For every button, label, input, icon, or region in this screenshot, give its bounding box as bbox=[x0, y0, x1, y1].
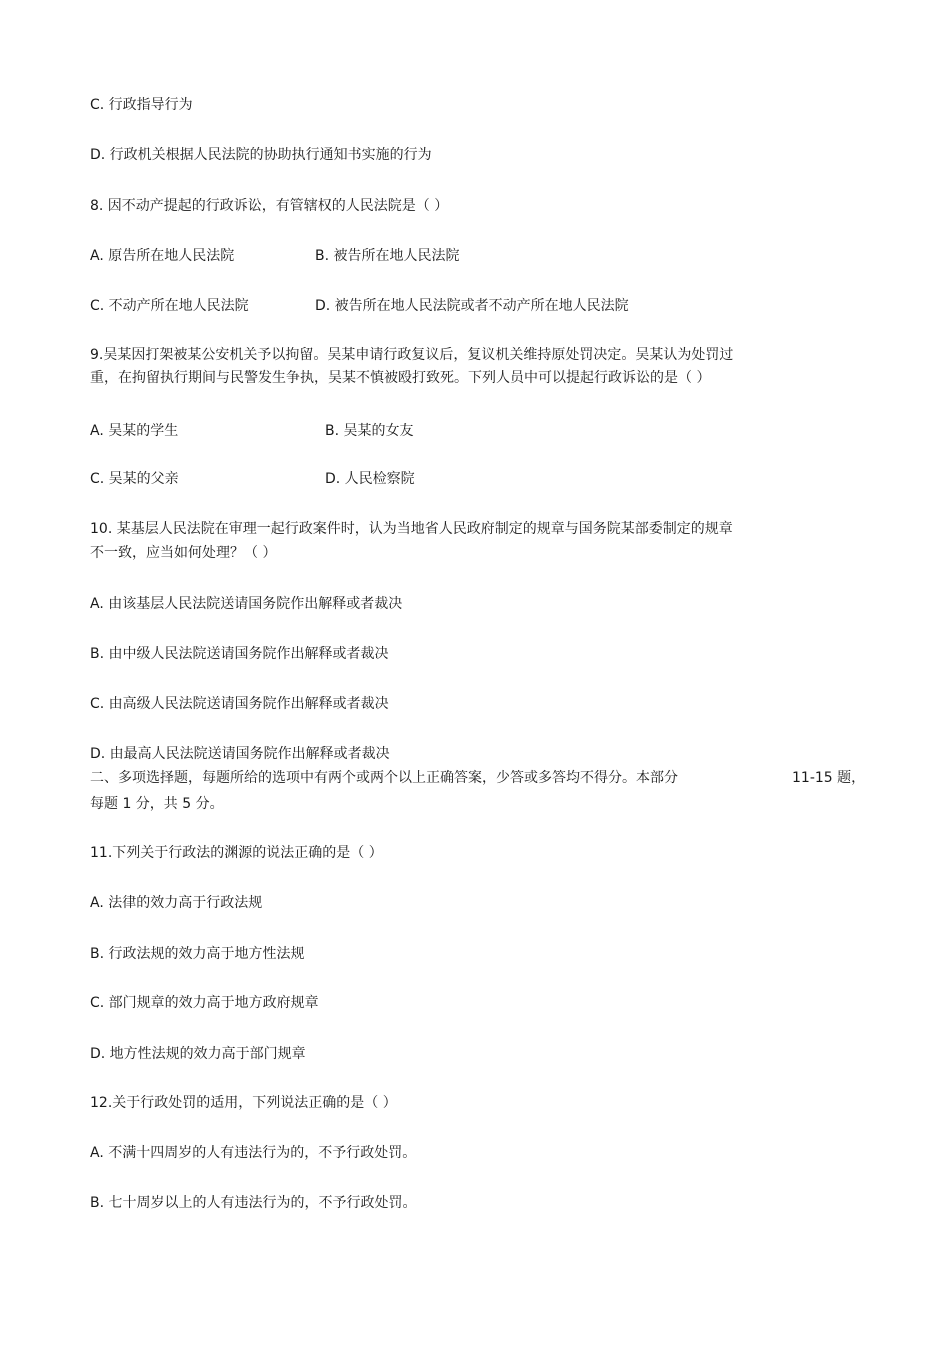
q7-option-c: C. 行政指导行为 bbox=[90, 97, 193, 113]
q10-option-c: C. 由高级人民法院送请国务院作出解释或者裁决 bbox=[90, 696, 389, 712]
q8-stem: 8. 因不动产提起的行政诉讼，有管辖权的人民法院是（ ） bbox=[90, 198, 449, 214]
q8-option-d: D. 被告所在地人民法院或者不动产所在地人民法院 bbox=[315, 298, 629, 314]
q8-option-b: B. 被告所在地人民法院 bbox=[315, 248, 460, 264]
q9-option-a: A. 吴某的学生 bbox=[90, 423, 179, 439]
q9-option-b: B. 吴某的女友 bbox=[325, 423, 414, 439]
q10-option-b: B. 由中级人民法院送请国务院作出解释或者裁决 bbox=[90, 646, 389, 662]
q8-option-c: C. 不动产所在地人民法院 bbox=[90, 298, 249, 314]
q8-option-a: A. 原告所在地人民法院 bbox=[90, 248, 235, 264]
q9-option-d: D. 人民检察院 bbox=[325, 471, 415, 487]
q12-stem: 12.关于行政处罚的适用，下列说法正确的是（ ） bbox=[90, 1095, 397, 1111]
q9-stem-line2: 重，在拘留执行期间与民警发生争执，吴某不慎被殴打致死。下列人员中可以提起行政诉讼的是（ ） bbox=[90, 370, 711, 386]
section2-heading-line2: 每题 1 分，共 5 分。 bbox=[90, 796, 224, 812]
q11-option-c: C. 部门规章的效力高于地方政府规章 bbox=[90, 995, 319, 1011]
q10-option-a: A. 由该基层人民法院送请国务院作出解释或者裁决 bbox=[90, 596, 403, 612]
q11-option-b: B. 行政法规的效力高于地方性法规 bbox=[90, 946, 305, 962]
q9-stem-line1: 9.吴某因打架被某公安机关予以拘留。吴某申请行政复议后，复议机关维持原处罚决定。吴某认为处罚过 bbox=[90, 347, 734, 363]
q10-stem-line2: 不一致，应当如何处理？（ ） bbox=[90, 545, 277, 561]
q12-option-b: B. 七十周岁以上的人有违法行为的，不予行政处罚。 bbox=[90, 1195, 417, 1211]
q7-option-d: D. 行政机关根据人民法院的协助执行通知书实施的行为 bbox=[90, 147, 432, 163]
q9-option-c: C. 吴某的父亲 bbox=[90, 471, 179, 487]
q11-option-d: D. 地方性法规的效力高于部门规章 bbox=[90, 1046, 306, 1062]
q12-option-a: A. 不满十四周岁的人有违法行为的，不予行政处罚。 bbox=[90, 1145, 417, 1161]
q11-stem: 11.下列关于行政法的渊源的说法正确的是（ ） bbox=[90, 845, 383, 861]
section2-heading-line1: 二、多项选择题，每题所给的选项中有两个或两个以上正确答案，少答或多答均不得分。本部分 bbox=[90, 770, 678, 786]
section2-heading-range: 11-15 题， bbox=[792, 770, 866, 786]
q10-option-d: D. 由最高人民法院送请国务院作出解释或者裁决 bbox=[90, 746, 390, 762]
q10-stem-line1: 10. 某基层人民法院在审理一起行政案件时，认为当地省人民政府制定的规章与国务院某部委制定的规章 bbox=[90, 521, 733, 537]
q11-option-a: A. 法律的效力高于行政法规 bbox=[90, 895, 263, 911]
